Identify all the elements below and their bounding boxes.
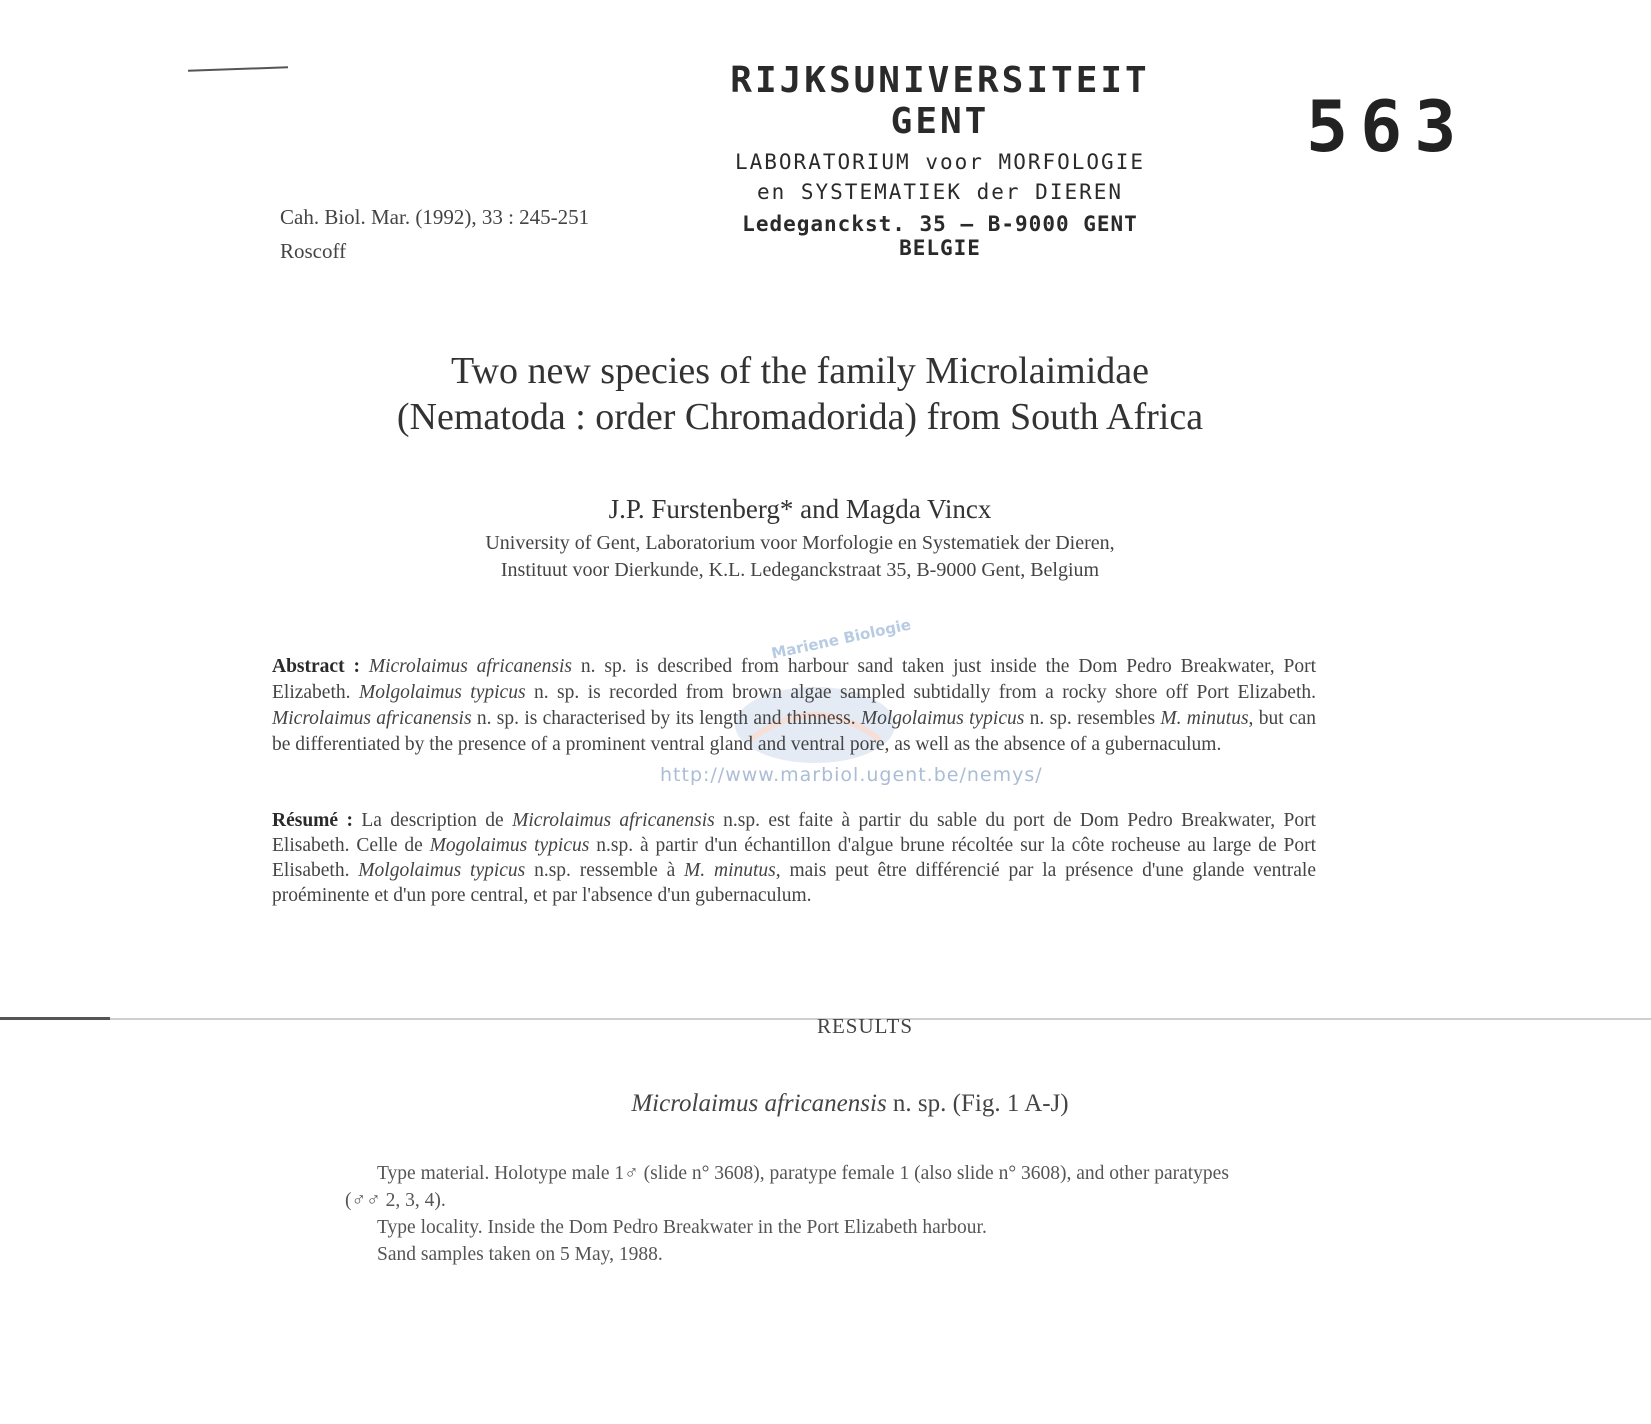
section-divider-edge	[0, 1017, 110, 1020]
scan-mark	[188, 66, 288, 71]
abstract-text: n. sp. resembles	[1024, 708, 1161, 729]
species-name: M. minutus	[1160, 708, 1249, 729]
species-name: Molgolaimus typicus	[860, 708, 1025, 729]
resume	[272, 808, 1316, 908]
species-name: Microlaimus africanensis	[512, 810, 715, 831]
abstract-text: n. sp. is described from harbour sand taken just inside the Dom Pedro Breakwater, Port Elizabeth.	[272, 656, 1316, 703]
page-number: 563	[1306, 86, 1469, 168]
stamp-line-4: Ledeganckst. 35 — B-9000 GENT BELGIE	[742, 212, 1138, 260]
journal-citation: Cah. Biol. Mar. (1992), 33 : 245-251	[280, 205, 590, 229]
type-material-section	[345, 1160, 1395, 1268]
type-material-line-2: (♂♂ 2, 3, 4).	[345, 1190, 446, 1211]
species-name: Molgolaimus typicus	[358, 860, 526, 881]
results-heading: RESULTS	[816, 1014, 914, 1038]
species-heading	[400, 1090, 1300, 1118]
authors: J.P. Furstenberg* and Magda Vincx	[608, 494, 992, 524]
journal-place: Roscoff	[280, 239, 347, 263]
watermark-arc-text: Mariene Biologie	[769, 615, 913, 663]
species-name: Microlaimus africanensis	[368, 656, 573, 677]
stamp-line-1: RIJKSUNIVERSITEIT GENT	[730, 60, 1150, 142]
species-heading-name: Microlaimus africanensis	[631, 1090, 887, 1117]
species-name: Microlaimus africanensis	[272, 708, 472, 729]
watermark-url: http://www.marbiol.ugent.be/nemys/	[660, 764, 1043, 786]
resume-text: , mais peut être différencié par la présence d'une glande ventrale proéminente et d'un pore central, et par l'absence d'un gubernaculum.	[272, 860, 1317, 906]
resume-text: n.sp. ressemble à	[525, 860, 685, 881]
abstract-label: Abstract :	[272, 656, 360, 677]
abstract-text: n. sp. is characterised by its length and thinness.	[471, 708, 861, 729]
species-name: M. minutus	[684, 860, 776, 881]
article-title	[300, 348, 1300, 440]
species-name: Mogolaimus typicus	[429, 835, 590, 856]
stamp-line-3: en SYSTEMATIEK der DIEREN	[756, 180, 1124, 204]
institution-stamp	[730, 60, 1150, 260]
species-heading-suffix: n. sp. (Fig. 1 A-J)	[886, 1090, 1069, 1117]
stamp-line-2: LABORATORIUM voor MORFOLOGIE	[734, 150, 1145, 174]
type-locality: Type locality. Inside the Dom Pedro Breakwater in the Port Elizabeth harbour.	[377, 1217, 987, 1238]
abstract	[272, 654, 1316, 758]
abstract-text: , but can be differentiated by the presence of a prominent ventral gland and ventral pore, as well as the absence of a gubernaculum.	[272, 708, 1317, 755]
title-line-1: Two new species of the family Microlaimidae	[450, 350, 1149, 392]
abstract-text: n. sp. is recorded from brown algae sampled subtidally from a rocky shore off Port Elizabeth.	[525, 682, 1316, 703]
resume-text: La description de	[352, 810, 513, 831]
species-name: Molgolaimus typicus	[358, 682, 526, 703]
resume-text: n.sp. à partir d'un échantillon d'algue brune récoltée sur la côte rocheuse au large de Port Elisabeth.	[272, 835, 1317, 881]
sand-samples: Sand samples taken on 5 May, 1988.	[377, 1244, 663, 1265]
type-material-line-1: Type material. Holotype male 1♂ (slide n° 3608), paratype female 1 (also slide n° 3608), and other paratypes	[377, 1163, 1229, 1184]
title-line-2: (Nematoda : order Chromadorida) from South Africa	[396, 396, 1204, 438]
resume-label: Résumé :	[272, 810, 353, 831]
affiliation-line-1: University of Gent, Laboratorium voor Morfologie en Systematiek der Dieren,	[485, 532, 1115, 554]
resume-text: n.sp. est faite à partir du sable du port de Dom Pedro Breakwater, Port Elisabeth. Celle de	[272, 810, 1316, 856]
affiliation-line-2: Instituut voor Dierkunde, K.L. Ledeganckstraat 35, B-9000 Gent, Belgium	[500, 559, 1100, 581]
affiliation	[300, 530, 1300, 584]
journal-reference	[280, 200, 589, 268]
